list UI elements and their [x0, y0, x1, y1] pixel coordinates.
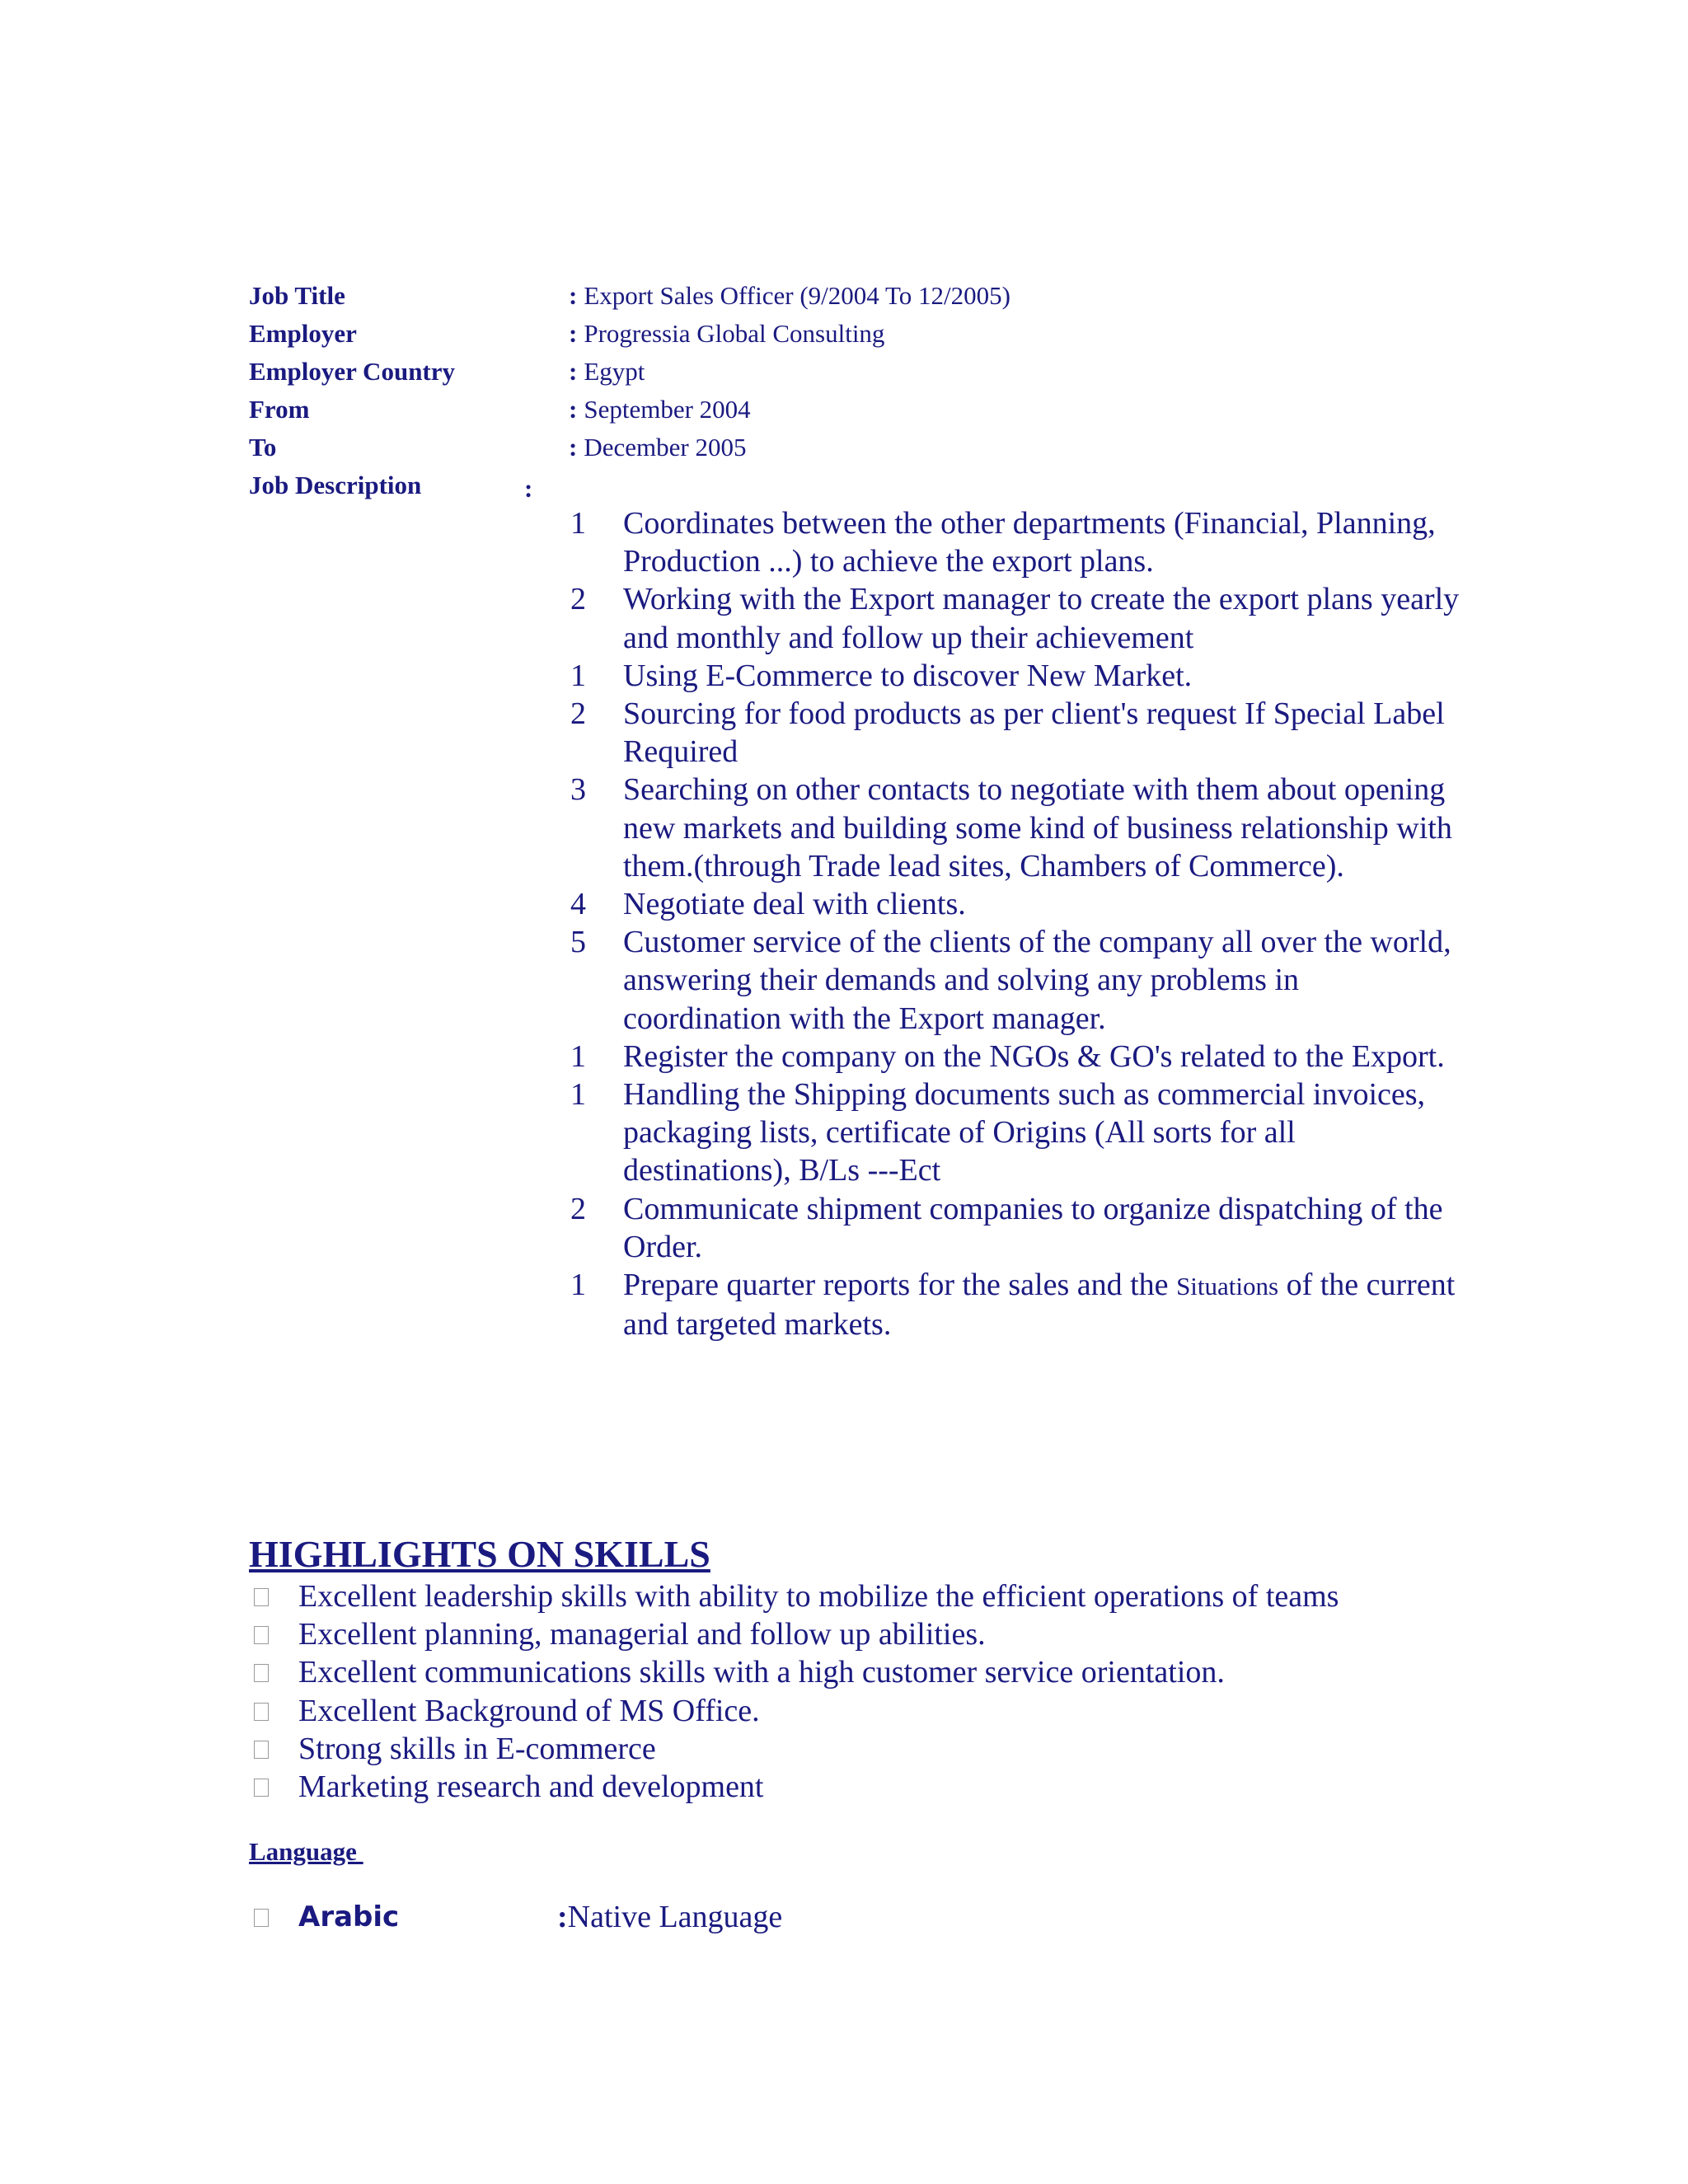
- language-level-text: Native Language: [567, 1900, 783, 1934]
- item-number: 1: [570, 1038, 586, 1074]
- item-number: 3: [570, 772, 586, 808]
- item-number: 1: [570, 1268, 586, 1303]
- from-row: [249, 391, 1485, 429]
- list-item: [249, 1768, 1485, 1806]
- bullet-box-icon: [254, 1703, 269, 1721]
- item-text: Register the company on the NGOs & GO's related to the Export.: [623, 1038, 1445, 1074]
- list-item: [570, 1190, 1461, 1266]
- list-item: [570, 923, 1461, 1038]
- language-row: [249, 1897, 1238, 1937]
- skills-list: [249, 1577, 1485, 1806]
- item-number: 5: [570, 925, 586, 960]
- list-item: [570, 1038, 1461, 1076]
- job-title-text: Export Sales Officer (9/2004 To 12/2005): [584, 281, 1010, 310]
- job-title-label: Job Title: [249, 281, 345, 310]
- list-item: [570, 1266, 1461, 1343]
- item-text: Communicate shipment companies to organize dispatching of the Order.: [623, 1191, 1443, 1264]
- item-text: Working with the Export manager to create the export plans yearly and monthly and follow up their achievement: [623, 582, 1460, 655]
- employer-text: Progressia Global Consulting: [584, 319, 885, 348]
- job-title-value: [569, 277, 1010, 315]
- colon: :: [569, 357, 578, 386]
- to-value: [569, 429, 746, 466]
- to-label: To: [249, 433, 277, 462]
- to-text: December 2005: [584, 433, 747, 462]
- item-text-small: Situations: [1176, 1272, 1279, 1301]
- list-item: [570, 504, 1461, 580]
- bullet-box-icon: [254, 1779, 269, 1797]
- job-description-label: Job Description: [249, 471, 422, 499]
- to-row: [249, 429, 1485, 466]
- item-number: 2: [570, 1191, 586, 1226]
- colon: :: [557, 1900, 568, 1934]
- skill-text: Excellent communications skills with a high customer service orientation.: [298, 1655, 1225, 1690]
- from-value: [569, 391, 751, 429]
- list-item: [249, 1653, 1485, 1691]
- skills-heading: HIGHLIGHTS ON SKILLS: [249, 1533, 710, 1575]
- employer-country-label: Employer Country: [249, 357, 456, 386]
- colon: :: [569, 281, 578, 310]
- skill-text: Excellent Background of MS Office.: [298, 1693, 760, 1728]
- item-number: 2: [570, 582, 586, 617]
- employer-value: [569, 315, 884, 353]
- list-item: [249, 1615, 1485, 1653]
- list-item: [570, 771, 1461, 885]
- employer-country-value: [569, 353, 645, 391]
- colon: :: [569, 319, 578, 348]
- list-item: [570, 885, 1461, 923]
- language-name: Arabic: [298, 1900, 400, 1933]
- employer-label: Employer: [249, 319, 357, 348]
- from-text: September 2004: [584, 395, 751, 424]
- job-description-row: [249, 466, 1485, 504]
- employer-country-row: [249, 353, 1485, 391]
- skill-text: Marketing research and development: [298, 1769, 764, 1805]
- list-item: [570, 695, 1461, 771]
- skill-text: Strong skills in E-commerce: [298, 1731, 656, 1766]
- colon: :: [569, 395, 578, 424]
- bullet-box-icon: [254, 1741, 269, 1759]
- employer-row: [249, 315, 1485, 353]
- from-label: From: [249, 395, 310, 424]
- item-text: Sourcing for food products as per client's request If Special Label Required: [623, 696, 1445, 770]
- item-text: Using E-Commerce to discover New Market.: [623, 658, 1193, 693]
- item-text: Negotiate deal with clients.: [623, 887, 966, 922]
- item-text: Handling the Shipping documents such as commercial invoices, packaging lists, certificate of Origins (All sorts for all destinations), B/Ls ---Ect: [623, 1077, 1426, 1188]
- item-number: 1: [570, 506, 586, 541]
- item-text: Customer service of the clients of the company all over the world, answering their demands and solving any problems in coordination with the Export manager.: [623, 925, 1451, 1036]
- item-text: Searching on other contacts to negotiate with them about opening new markets and building some kind of business relationship with them.(through Trade lead sites, Chambers of Commerce).: [623, 772, 1452, 883]
- list-item: [249, 1692, 1485, 1730]
- bullet-box-icon: [254, 1664, 269, 1682]
- list-item: [570, 1076, 1461, 1190]
- language-heading: Language: [249, 1837, 363, 1866]
- colon: :: [569, 433, 578, 462]
- job-description-colon: :: [524, 474, 533, 503]
- item-text: [623, 1266, 1461, 1343]
- bullet-box-icon: [254, 1588, 269, 1606]
- employer-country-text: Egypt: [584, 357, 645, 386]
- item-text-before: Prepare quarter reports for the sales and the: [623, 1268, 1177, 1303]
- item-text: Coordinates between the other departments (Financial, Planning, Production ...) to achieve the export plans.: [623, 506, 1436, 579]
- skill-text: Excellent planning, managerial and follow up abilities.: [298, 1617, 986, 1652]
- list-item: [249, 1730, 1485, 1768]
- item-number: 4: [570, 887, 586, 922]
- job-description-list: [570, 504, 1461, 1343]
- item-number: 1: [570, 658, 586, 693]
- bullet-box-icon: [254, 1909, 269, 1927]
- list-item: [249, 1577, 1485, 1615]
- job-title-row: [249, 277, 1485, 315]
- list-item: [570, 657, 1461, 695]
- bullet-box-icon: [254, 1626, 269, 1644]
- item-number: 2: [570, 696, 586, 732]
- list-item: [570, 580, 1461, 656]
- item-text-after: of the current and targeted markets.: [623, 1268, 1456, 1343]
- language-level: [557, 1897, 782, 1937]
- item-number: 1: [570, 1077, 586, 1113]
- skill-text: Excellent leadership skills with ability to mobilize the efficient operations of teams: [298, 1579, 1339, 1614]
